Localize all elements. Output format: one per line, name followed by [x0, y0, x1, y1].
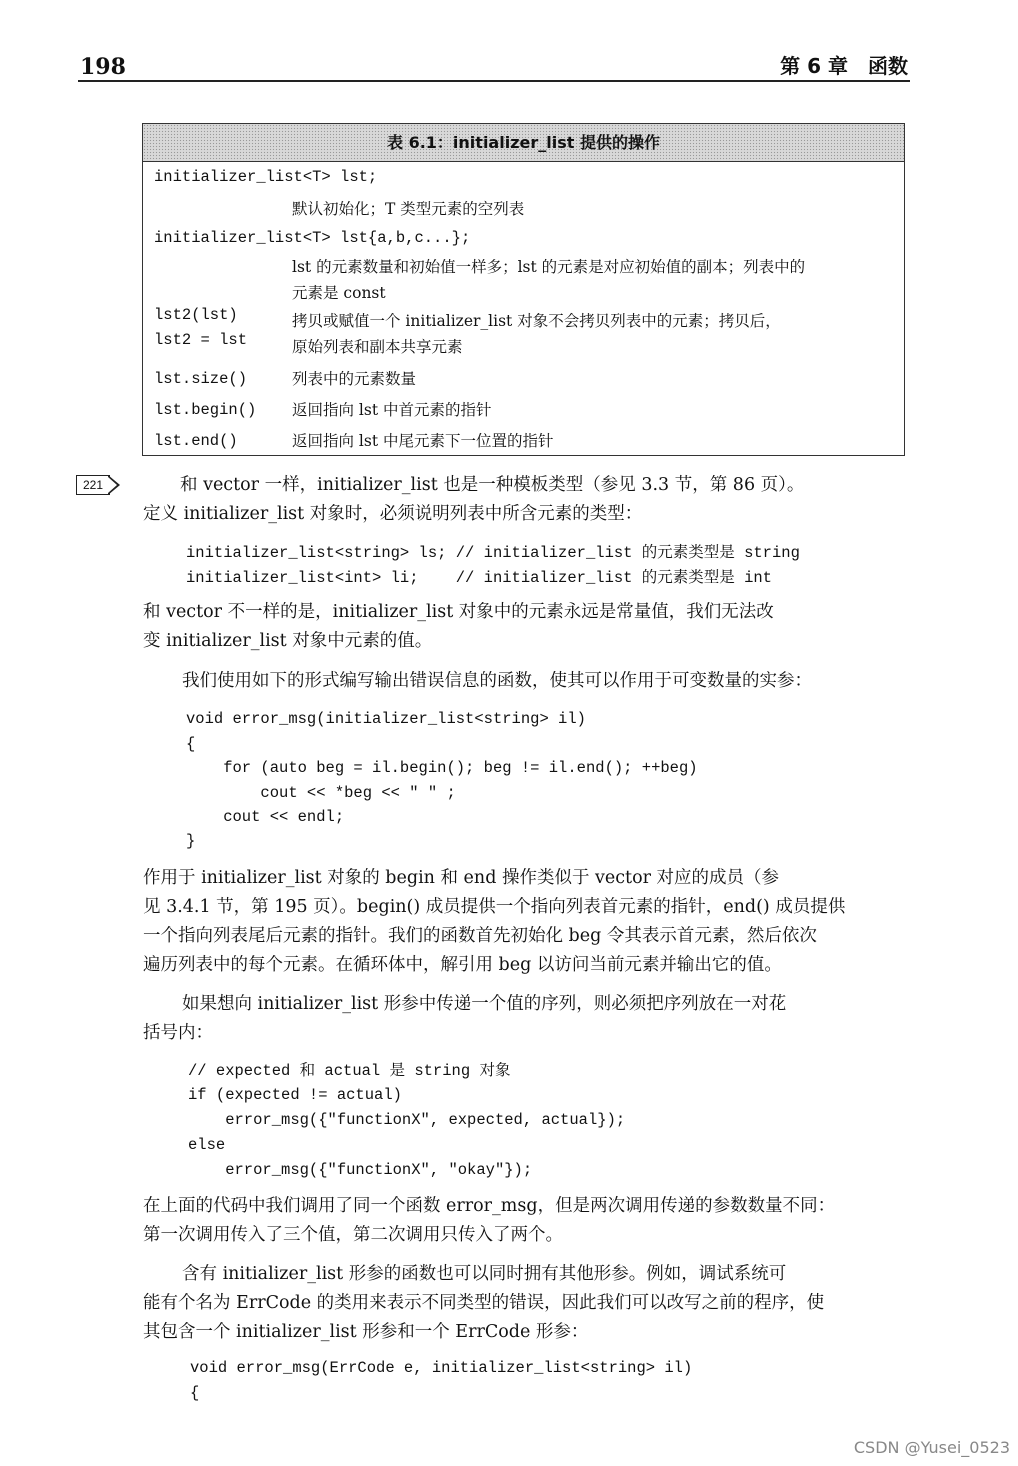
code-line: initializer_list<int> li; // initializer_list 的元素类型是 int [186, 569, 772, 587]
table-row-desc: 列表中的元素数量 [292, 370, 417, 388]
table-row-desc: 拷贝或赋值一个 initializer_list 对象不会拷贝列表中的元素；拷贝后， [292, 312, 781, 330]
chapter-title: 第 6 章 函数 [780, 54, 908, 78]
code-line: void error_msg(ErrCode e, initializer_list<string> il) [190, 1359, 693, 1377]
table-row-desc: 默认初始化；T 类型元素的空列表 [292, 200, 525, 218]
page-number: 198 [80, 54, 126, 80]
table-row-code: initializer_list<T> lst; [154, 168, 378, 186]
code-line: error_msg({"functionX", "okay"}); [188, 1161, 533, 1179]
margin-page-reference: 221 [76, 475, 110, 495]
code-line: error_msg({"functionX", expected, actual}); [188, 1111, 626, 1129]
table-row-desc: 返回指向 lst 中尾元素下一位置的指针 [292, 432, 554, 450]
watermark: CSDN @Yusei_0523 [853, 1438, 1010, 1457]
paragraph: 作用于 initializer_list 对象的 begin 和 end 操作类似于 vector 对应的成员（参 [143, 868, 780, 888]
table-row-code: lst.begin() [154, 401, 257, 419]
header-rule [78, 80, 910, 82]
code-line: cout << endl; [186, 808, 345, 826]
code-line: } [186, 832, 196, 850]
table-title: 表 6.1：initializer_list 提供的操作 [143, 124, 904, 162]
paragraph: 见 3.4.1 节，第 195 页）。begin() 成员提供一个指向列表首元素的指针，end() 成员提供 [143, 897, 846, 917]
table-row-desc: lst 的元素数量和初始值一样多；lst 的元素是对应初始值的副本；列表中的 [292, 258, 806, 276]
table-row-code: lst2 = lst [154, 331, 248, 349]
paragraph: 遍历列表中的每个元素。在循环体中，解引用 beg 以访问当前元素并输出它的值。 [143, 955, 782, 975]
paragraph: 如果想向 initializer_list 形参中传递一个值的序列，则必须把序列放在一对花 [182, 994, 787, 1014]
table-row-code: lst.end() [154, 432, 238, 450]
code-line: for (auto beg = il.begin(); beg != il.end(); ++beg) [186, 759, 698, 777]
code-line: if (expected != actual) [188, 1086, 402, 1104]
paragraph: 我们使用如下的形式编写输出错误信息的函数，使其可以作用于可变数量的实参： [182, 671, 812, 691]
code-line: // expected 和 actual 是 string 对象 [188, 1062, 511, 1080]
paragraph: 定义 initializer_list 对象时，必须说明列表中所含元素的类型： [143, 504, 643, 524]
paragraph: 在上面的代码中我们调用了同一个函数 error_msg，但是两次调用传递的参数数量不同： [143, 1196, 836, 1216]
table-row-desc: 返回指向 lst 中首元素的指针 [292, 401, 492, 419]
code-line: { [190, 1384, 200, 1402]
code-line: initializer_list<string> ls; // initializer_list 的元素类型是 string [186, 544, 800, 562]
paragraph: 括号内： [143, 1023, 213, 1043]
code-line: else [188, 1136, 226, 1154]
paragraph: 第一次调用传入了三个值，第二次调用只传入了两个。 [143, 1225, 563, 1245]
paragraph: 能有个名为 ErrCode 的类用来表示不同类型的错误，因此我们可以改写之前的程序，使 [143, 1293, 825, 1313]
paragraph: 其包含一个 initializer_list 形参和一个 ErrCode 形参： [143, 1322, 589, 1342]
table-row-desc: 元素是 const [292, 284, 386, 302]
paragraph: 含有 initializer_list 形参的函数也可以同时拥有其他形参。例如，调试系统可 [182, 1264, 787, 1284]
table-row-desc: 原始列表和副本共享元素 [292, 338, 463, 356]
table-row-code: lst2(lst) [154, 306, 238, 324]
paragraph: 变 initializer_list 对象中元素的值。 [143, 631, 433, 651]
paragraph: 一个指向列表尾后元素的指针。我们的函数首先初始化 beg 令其表示首元素，然后依次 [143, 926, 817, 946]
paragraph: 和 vector 一样，initializer_list 也是一种模板类型（参见 3.3 节，第 86 页）。 [180, 475, 805, 495]
table-row-code: initializer_list<T> lst{a,b,c...}; [154, 229, 471, 247]
table-row-code: lst.size() [154, 370, 248, 388]
code-line: cout << *beg << " " ; [186, 784, 456, 802]
code-line: { [186, 735, 196, 753]
paragraph: 和 vector 不一样的是，initializer_list 对象中的元素永远是常量值，我们无法改 [143, 602, 774, 622]
code-line: void error_msg(initializer_list<string> il) [186, 710, 586, 728]
